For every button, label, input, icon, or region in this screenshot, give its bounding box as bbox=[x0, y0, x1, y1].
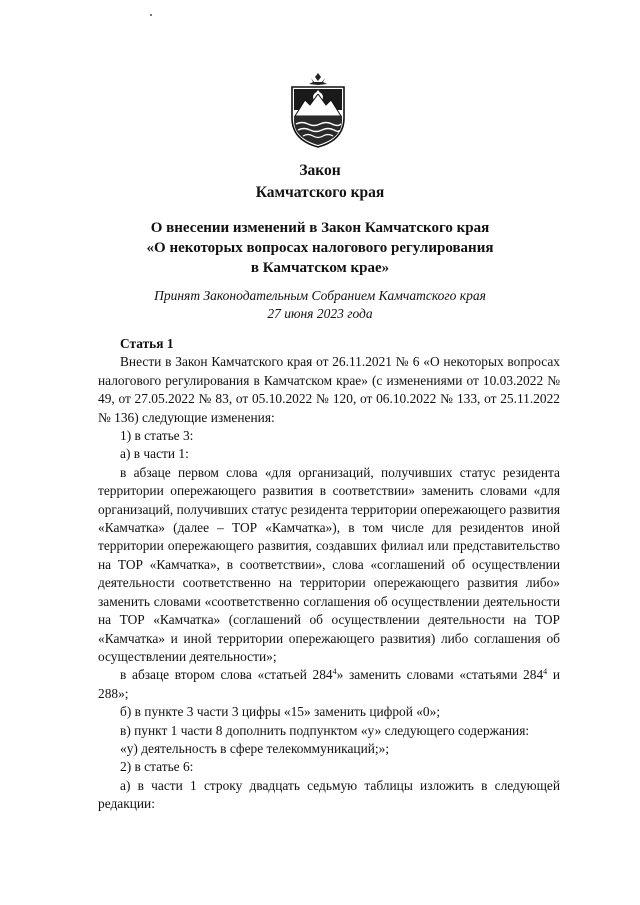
adoption-line-1: Принят Законодательным Собранием Камчатского края bbox=[154, 288, 486, 303]
item-2a: а) в части 1 строку двадцать седьмую таблицы изложить в следующей редакции: bbox=[98, 777, 560, 812]
adoption-note bbox=[0, 287, 640, 323]
law-title bbox=[0, 160, 640, 204]
subject-line-1: О внесении изменений в Закон Камчатского края bbox=[150, 220, 490, 236]
paragraph-2-amendment bbox=[98, 666, 560, 703]
item-1a: а) в части 1: bbox=[120, 446, 189, 462]
para2-part-2: » заменить словами «статьями 284 bbox=[336, 667, 544, 683]
item-1: 1) в статье 3: bbox=[120, 428, 194, 444]
item-1v-text: «у) деятельность в сфере телекоммуникаций;»; bbox=[120, 740, 390, 756]
article-body bbox=[98, 335, 560, 814]
article-heading: Статья 1 bbox=[120, 336, 174, 351]
subject-line-2: «О некоторых вопросах налогового регулирования bbox=[146, 240, 494, 256]
para2-part-3: и 288»; bbox=[98, 667, 560, 701]
scan-speck bbox=[150, 14, 152, 16]
para2-part-1: в абзаце втором слова «статьей 284 bbox=[120, 667, 333, 683]
law-doc-type: Закон bbox=[299, 162, 341, 179]
item-2: 2) в статье 6: bbox=[120, 759, 194, 775]
superscript-4: 4 bbox=[543, 667, 548, 677]
item-1b: б) в пункте 3 части 3 цифры «15» заменить цифрой «0»; bbox=[120, 704, 441, 720]
item-1v: в) пункт 1 части 8 дополнить подпунктом «у» следующего содержания: bbox=[120, 722, 530, 738]
law-subject bbox=[0, 218, 640, 278]
adoption-date: 27 июня 2023 года bbox=[267, 306, 373, 321]
law-region: Камчатского края bbox=[255, 184, 385, 201]
paragraph-1-amendment: в абзаце первом слова «для организаций, получивших статус резидента территории опережающего развития в соответствии» заменить словами «для организаций, получивших статус резидента территории опережающего развития «Камчатка» (далее – ТОР «Камчатка»), в том числе для резидентов иной территории опережающего развития, создавших филиал или представительство на ТОР «Камчатка», в соответствии», слова «соглашений об осуществлении деятельности соответственно на территории опережающего развития либо» заменить словами «соответственно соглашения об осуществлении деятельности на ТОР «Камчатка» (соглашений об осуществлении деятельности на ТОР «Камчатка» и иной территории опережающего развития) либо соглашения об осуществлении деятельности»; bbox=[98, 464, 560, 664]
subject-line-3: в Камчатском крае» bbox=[250, 260, 390, 276]
kamchatka-coat-of-arms-icon bbox=[287, 72, 349, 148]
article-intro: Внести в Закон Камчатского края от 26.11.2021 № 6 «О некоторых вопросах налогового регулирования в Камчатском крае» (с изменениями от 10.03.2022 № 49, от 27.05.2022 № 83, от 05.10.2022 № 120, от 06.10.2022 № 133, от 25.11.2022 № 136) следующие изменения: bbox=[98, 354, 560, 425]
superscript-4: 4 bbox=[332, 667, 337, 677]
